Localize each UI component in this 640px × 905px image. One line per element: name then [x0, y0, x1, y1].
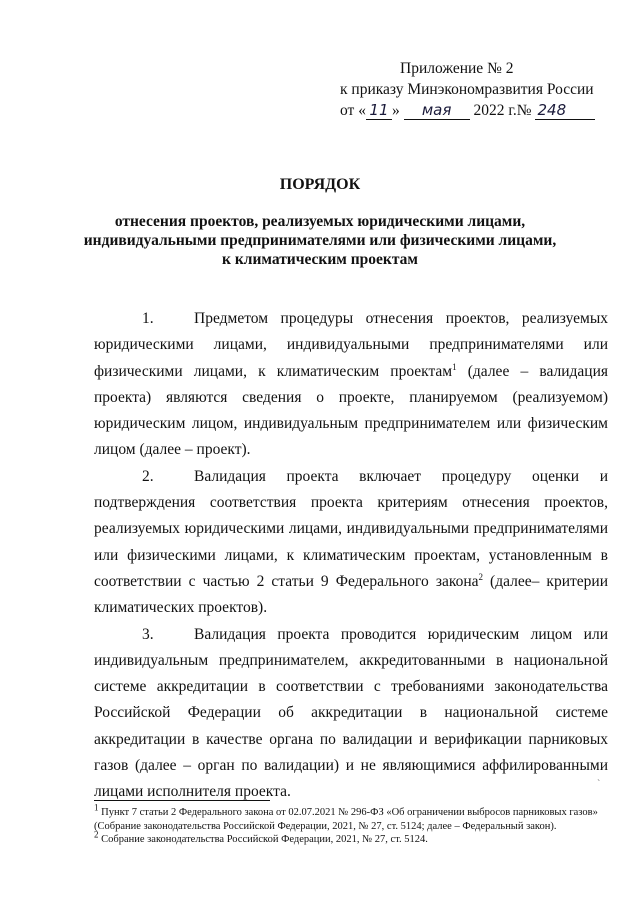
footnote-divider — [94, 800, 270, 801]
paragraph-text: Валидация проекта включает процедуру оценки и подтверждения соответствия проекта критериям отнесения проектов, реализуемых юридическими лицами, индивидуальными предпринимателями или физическими лицами, к климатическим проектам, установленным в соответствии с частью 2 статьи 9 Федерального закона — [94, 467, 608, 590]
appendix-header — [340, 58, 610, 121]
footnote-mark: 1 — [94, 802, 99, 813]
date-quote-close: » — [391, 102, 400, 119]
paragraph-number: 2. — [142, 467, 154, 485]
paragraph-3 — [94, 622, 608, 806]
paragraph-text: Предметом процедуры отнесения проектов, реализуемых юридическими лицами, индивидуальными предпринимателями или физическими лицами, к климатическим проектам — [94, 310, 608, 380]
footnote-2 — [94, 829, 614, 847]
footnote-text: Собрание законодательства Российской Федерации, 2021, № 27, ст. 5124. — [98, 834, 428, 845]
paragraph-text: Валидация проекта проводится юридическим лицом или индивидуальным предпринимателем, аккредитованными в национальной системе аккредитации в соответствии с требованиями законодательства Российской Федерации об аккредитации в национальной системе аккредитации в качестве органа по валидации и верификации парниковых газов (далее – орган по валидации) и не являющимися аффилированными лицами исполнителя проекта. — [94, 625, 608, 801]
subtitle-line-2: индивидуальными предпринимателями или физическими лицами, — [83, 232, 557, 249]
paragraph-text-cont: (далее – валидация проекта) являются сведения о проекте, планируемом (реализуемом) юридическим лицом, индивидуальным предпринимателем или физическим лицом (далее – проект). — [94, 362, 608, 459]
handwritten-month: мая — [404, 102, 470, 120]
subtitle-line-3: к климатическим проектам — [222, 251, 418, 268]
document-body — [94, 306, 608, 806]
paragraph-text-cont: (далее– критерии климатических проектов). — [94, 572, 608, 617]
year-and-number-label: 2022 г.№ — [473, 102, 532, 119]
subtitle-line-1: отнесения проектов, реализуемых юридическими лицами, — [114, 213, 526, 230]
paragraph-2 — [94, 464, 608, 622]
handwritten-day: 11 — [366, 102, 392, 120]
scan-mark: ` — [597, 779, 601, 790]
paragraph-number: 3. — [142, 625, 154, 643]
document-subtitle — [60, 212, 580, 269]
document-title: ПОРЯДОК — [279, 176, 361, 193]
paragraph-number: 1. — [142, 310, 154, 327]
order-date-line — [340, 100, 610, 121]
handwritten-order-number: 248 — [535, 102, 595, 120]
footnote-ref-2: 2 — [478, 571, 483, 582]
footnote-text: Пункт 7 статьи 2 Федерального закона от 02.07.2021 № 296-ФЗ «Об ограничении выбросов парниковых газов» (Собрание законодательства Российской Федерации, 2021, № 27, ст. 5124; далее – Федеральный закон). — [94, 807, 598, 832]
footnote-mark: 2 — [94, 829, 99, 840]
paragraph-1 — [94, 306, 608, 464]
appendix-number: Приложение № 2 — [400, 60, 514, 77]
footnote-ref-1: 1 — [452, 361, 457, 372]
footnote-1 — [94, 802, 614, 833]
footnotes — [94, 802, 614, 847]
date-prefix: от « — [340, 102, 366, 119]
order-reference: к приказу Минэкономразвития России — [340, 81, 594, 98]
